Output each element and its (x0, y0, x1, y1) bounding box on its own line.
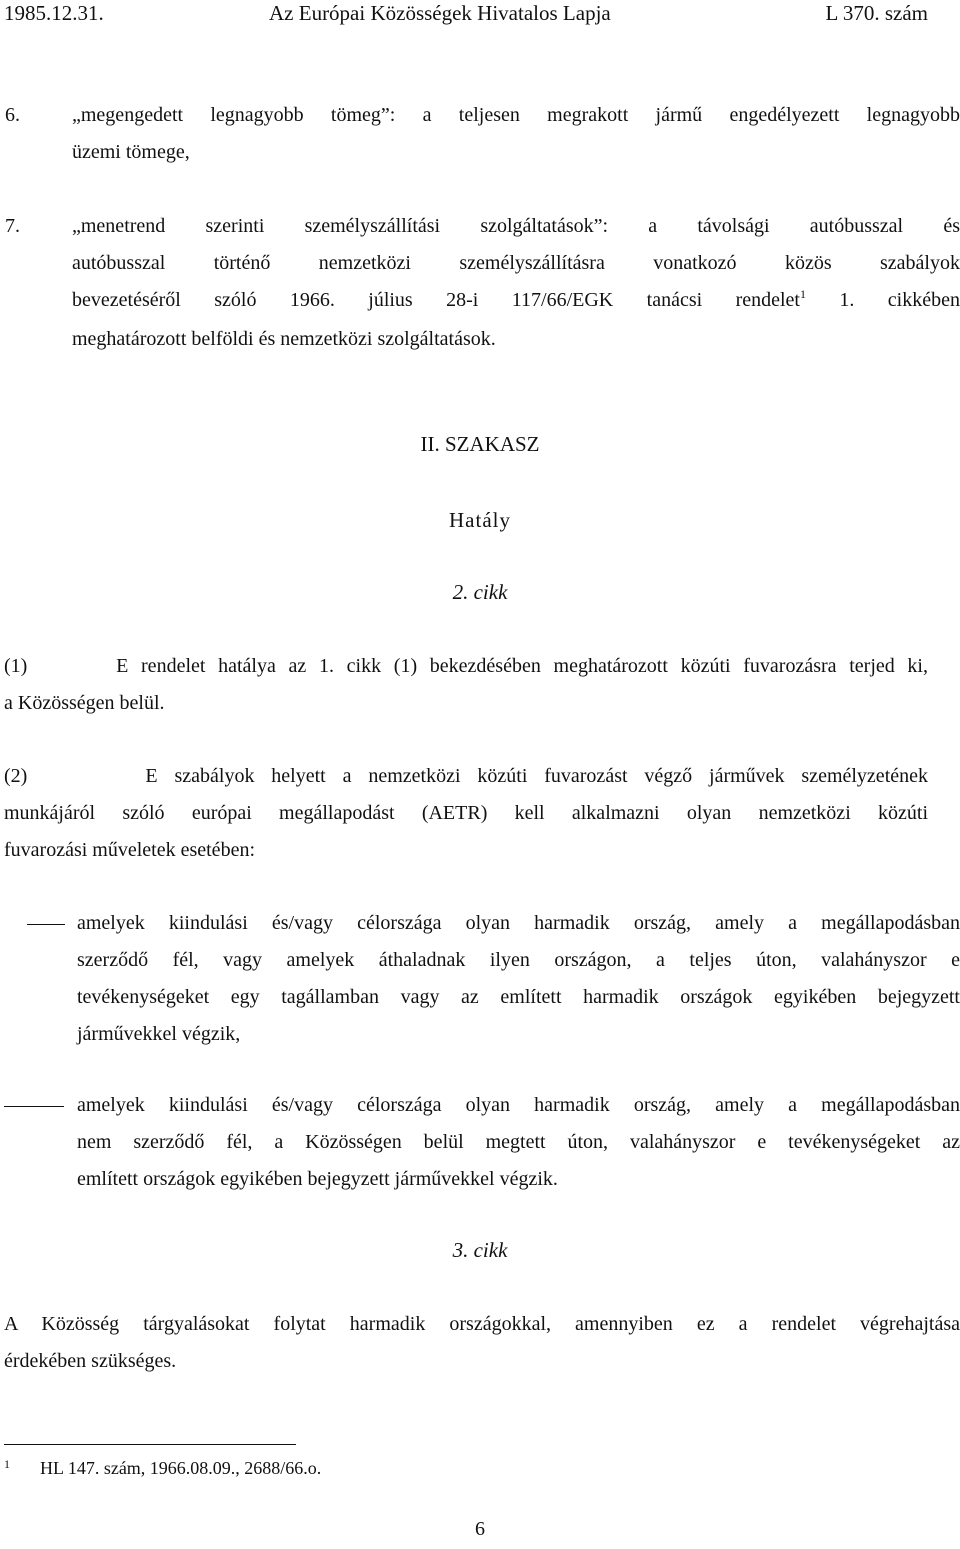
bullet-item-2 (77, 1087, 960, 1198)
page-number: 6 (475, 1518, 485, 1540)
paragraph-line (4, 648, 928, 685)
paragraph-line: fuvarozási műveletek esetében: (4, 839, 255, 861)
item-number: 7. (5, 215, 20, 237)
paragraph-text: E szabályok helyett a nemzetközi közúti fuvarozást végző járművek személyzetének (145, 765, 928, 787)
header-issue-number: L 370. szám (825, 1, 928, 25)
footnote-text: HL 147. szám, 1966.08.09., 2688/66.o. (40, 1458, 322, 1478)
footnote-reference: 1 (799, 287, 806, 301)
bullet-text-line: járművekkel végzik, (77, 1023, 241, 1045)
bullet-text-line: nem szerződő fél, a Közösségen belül megtett úton, valahányszor e tevékenységeket az (77, 1131, 960, 1153)
footnote (4, 1456, 322, 1482)
section-title: II. SZAKASZ (420, 432, 540, 456)
page-header (4, 0, 928, 26)
bullet-text-line: említett országok egyikében bejegyzett járművekkel végzik. (77, 1168, 558, 1190)
bullet-dash (27, 924, 65, 925)
article-heading: 2. cikk (452, 580, 508, 604)
bullet-item-1 (77, 905, 960, 1053)
header-journal-title: Az Európai Közösségek Hivatalos Lapja (269, 1, 611, 25)
bullet-dash (4, 1106, 64, 1107)
paragraph-number: (1) (4, 655, 28, 677)
paragraph-line (4, 758, 928, 795)
bullet-text-line: amelyek kiindulási és/vagy célországa olyan harmadik ország, amely a megállapodásban (77, 912, 960, 934)
bullet-text-line: tevékenységeket egy tagállamban vagy az említett harmadik országok egyikében bejegyzett (77, 986, 960, 1008)
footnote-rule (4, 1444, 296, 1445)
item-text-line: üzemi tömege, (72, 141, 190, 163)
article-paragraph-1 (4, 648, 928, 722)
article-heading: 3. cikk (452, 1238, 508, 1262)
definition-item-7 (0, 208, 960, 358)
item-text-line: „menetrend szerinti személyszállítási szolgáltatások”: a távolsági autóbusszal és (72, 215, 960, 237)
item-text-line (72, 282, 960, 321)
paragraph-line: érdekében szükséges. (4, 1350, 177, 1372)
item-text-line: „megengedett legnagyobb tömeg”: a teljesen megrakott jármű engedélyezett legnagyobb (72, 104, 960, 126)
bullet-text-line: szerződő fél, vagy amelyek áthaladnak ilyen országon, a teljes úton, valahányszor e (77, 949, 960, 971)
paragraph-text: E rendelet hatálya az 1. cikk (1) bekezdésében meghatározott közúti fuvarozásra terjed ki, (116, 655, 928, 677)
item-text-fragment: 1. cikkében (805, 289, 960, 311)
definition-item-6 (0, 97, 960, 171)
footnote-mark: 1 (4, 1457, 10, 1471)
section-subtitle: Hatály (449, 508, 511, 532)
bullet-text-line: amelyek kiindulási és/vagy célországa olyan harmadik ország, amely a megállapodásban (77, 1094, 960, 1116)
paragraph-number: (2) (4, 765, 28, 787)
item-number: 6. (5, 104, 20, 126)
paragraph-line: a Közösségen belül. (4, 692, 165, 714)
item-text-line: autóbusszal történő nemzetközi személyszállításra vonatkozó közös szabályok (72, 252, 960, 274)
article-paragraph-2 (4, 758, 928, 869)
paragraph-line: munkájáról szóló európai megállapodást (AETR) kell alkalmazni olyan nemzetközi közúti (4, 802, 928, 824)
article-3-paragraph (4, 1306, 960, 1380)
item-text-line: meghatározott belföldi és nemzetközi szolgáltatások. (72, 328, 496, 350)
header-date: 1985.12.31. (4, 1, 104, 25)
paragraph-line: A Közösség tárgyalásokat folytat harmadik országokkal, amennyiben ez a rendelet végrehajtása (4, 1313, 960, 1335)
item-text-fragment: bevezetéséről szóló 1966. július 28-i 117/66/EGK tanácsi rendelet (72, 289, 800, 311)
